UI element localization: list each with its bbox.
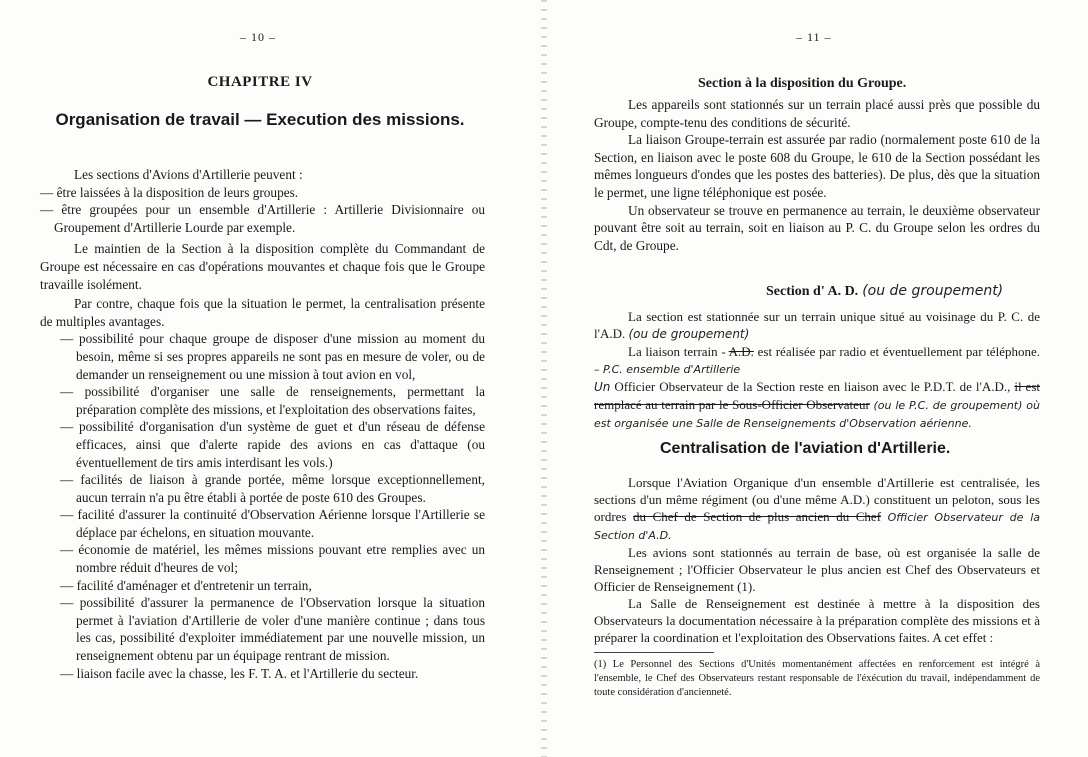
text-run: La liaison terrain - — [628, 344, 726, 359]
handwritten-note: – P.C. ensemble d'Artillerie — [594, 363, 741, 376]
list-item: — liaison facile avec la chasse, les F. T. A. et l'Artillerie du secteur. — [60, 665, 419, 681]
struck-text: du Chef de Section de plus ancien du Chef — [633, 509, 882, 524]
left-body — [40, 166, 485, 682]
handwritten-note: (ou le P.C. de groupement) où est organisée une Salle de Renseignements d'Observation aérienne. — [594, 399, 1041, 430]
dash-item: — être groupées pour un ensemble d'Artillerie : Artillerie Divisionnaire ou Groupement d'Artillerie Lourde par exemple. — [40, 202, 485, 235]
section-heading-row — [766, 282, 1003, 300]
paragraph: La Salle de Renseignement est destinée à mettre à la disposition des Observateurs la documentation nécessaire à la préparation complète des missions et à préparer la coordination et l'exploitation des Observations faites. A cet effet : — [594, 596, 1040, 645]
text-run: Officier Observateur de la Section reste en liaison avec le P.D.T. de l'A.D., — [614, 379, 1011, 394]
section-body — [594, 308, 1040, 432]
handwritten-note: (ou de groupement) — [862, 283, 1004, 299]
page-number: – 11 – — [796, 30, 832, 44]
section-heading: Section d' A. D. — [766, 284, 859, 299]
text-run: La section est stationnée sur un terrain unique situé au voisinage du P. C. de l'A.D. — [594, 309, 1040, 341]
text-run: Lorsque l'Aviation Organique d'un ensemble d'Artillerie est centralisée, les sections d'un même régiment (ou d'une même A.D.) constituent un peloton, sous les ordres — [594, 475, 1040, 524]
paragraph: La liaison Groupe-terrain est assurée par radio (normalement poste 610 de la Section, en liaison avec le poste 608 du Groupe, le 610 de la Section possédant les mêmes longueurs d'ondes que les postes des batteries). De plus, dès que la situation le permet, une ligne téléphonique est posée. — [594, 132, 1040, 200]
list-item: — possibilité d'organiser une salle de renseignements, permettant la préparation complète des missions, et l'exploitation des observations faites, — [60, 384, 485, 417]
chapter-title: Organisation de travail — Execution des missions. — [55, 110, 465, 129]
page-number: – 10 – — [240, 30, 276, 44]
advantages-list — [60, 330, 485, 682]
right-page — [548, 0, 1088, 757]
paragraph: Un observateur se trouve en permanence au terrain, le deuxième observateur pouvant être soit au terrain, soit en liaison au P. C. du Groupe selon les ordres du Cdt, de Groupe. — [594, 202, 1040, 253]
section-body — [594, 96, 1040, 254]
section-body — [594, 474, 1040, 646]
list-item: — facilité d'aménager et d'entretenir un terrain, — [60, 577, 312, 593]
paragraph: Par contre, chaque fois que la situation le permet, la centralisation présente de multiples avantages. — [40, 296, 485, 329]
footnote-separator — [594, 652, 714, 653]
footnote: (1) Le Personnel des Sections d'Unités momentanément affectées en renforcement est intégré à l'ensemble, le Chef des Observateurs restant responsable de l'éxécution du travail, indépendamment de toute considération d'ancienneté. — [594, 659, 1040, 698]
list-item: — facilités de liaison à grande portée, même lorsque exceptionnellement, aucun terrain n'a pu être établi à portée de poste 610 des Groupes. — [60, 472, 485, 505]
list-item: — facilité d'assurer la continuité d'Observation Aérienne lorsque l'Artillerie se déplace par échelons, en situation mouvante. — [60, 507, 485, 540]
struck-text: il est remplacé au terrain par le Sous-Officier Observateur — [594, 379, 1040, 412]
paragraph: Les appareils sont stationnés sur un terrain placé aussi près que possible du Groupe, compte-tenu des conditions de sécurité. — [594, 97, 1040, 130]
list-item: — possibilité d'assurer la permanence de l'Observation lorsque la situation permet à l'aviation d'Artillerie de voler d'une manière continue ; dans tous les cas, possibilité d'exploiter immédiatement par une nouvelle mission, un renseignement obtenu par un équipage rentrant de mission. — [60, 595, 485, 664]
section-heading: Centralisation de l'aviation d'Artillerie. — [660, 440, 951, 457]
page-gutter — [541, 0, 547, 757]
handwritten-note: Un — [594, 380, 611, 394]
list-item: — possibilité d'organisation d'un système de guet et d'un réseau de défense efficaces, ainsi que d'alerte rapide des avions en cas d'attaque (ou éventuellement de tirs amis interdisant les vols.) — [60, 419, 485, 470]
handwritten-note: Officier Observateur de la Section d'A.D. — [594, 511, 1041, 542]
struck-text: A.D. — [728, 344, 754, 359]
section-heading: Section à la disposition du Groupe. — [698, 76, 907, 91]
paragraph: Les avions sont stationnés au terrain de base, où est organisée la salle de Renseignement ; l'Officier Observateur le plus ancien est Chef des Observateurs et Officier de Renseignement (1). — [594, 545, 1040, 594]
dash-item: — être laissées à la disposition de leurs groupes. — [40, 184, 299, 200]
paragraph: Le maintien de la Section à la disposition complète du Commandant de Groupe est nécessaire en cas d'opérations mouvantes et chaque fois que le Groupe travaille isolément. — [40, 241, 485, 292]
list-item: — économie de matériel, les mêmes missions pouvant etre remplies avec un nombre réduit d'heures de vol; — [60, 542, 485, 576]
paragraph: Les sections d'Avions d'Artillerie peuvent : — [74, 167, 303, 182]
chapter-heading: CHAPITRE IV — [207, 74, 313, 90]
list-item: — possibilité pour chaque groupe de disposer d'une mission au moment du besoin, même si ses propres appareils ne sont pas en mesure de voler, ou de demander un renseignement ou une mission à tout avion en vol, — [60, 331, 485, 382]
left-page — [0, 0, 540, 757]
handwritten-note: (ou de groupement) — [628, 327, 750, 341]
text-run: est réalisée par radio et éventuellement par téléphone. — [757, 344, 1040, 359]
